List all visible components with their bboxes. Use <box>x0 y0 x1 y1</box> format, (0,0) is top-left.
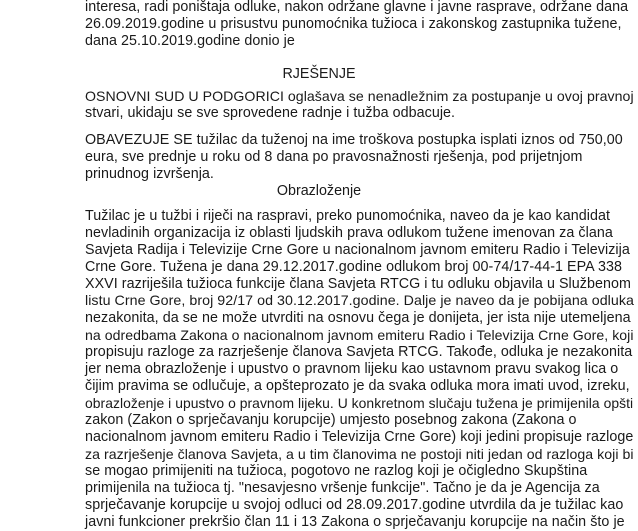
reasoning-line: listu Crne Gore, broj 92/17 od 30.12.2017.godine. Dalje je naveo da je pobijana odluka <box>85 293 634 309</box>
reasoning-line: Crne Gore. Tužena je dana 29.12.2017.godine odlukom broj 00-74/17-44-1 EPA 338 <box>85 259 622 275</box>
decision-paragraph-2-line: OBAVEZUJE SE tužilac da tuženoj na ime troškova postupka isplati iznos od 750,00 <box>85 132 623 148</box>
decision-paragraph-1-line: OSNOVNI SUD U PODGORICI oglašava se nenadležnim za postupanje u ovoj pravnoj <box>85 88 634 104</box>
reasoning-line: na odredbama Zakona o nacionalnom javnom emiteru Radio i Televizija Crne Gore, koji <box>85 327 634 343</box>
reasoning-line: primijenila na tužioca tj. "nesavjesno vršenje funkcije". Tačno je da je Agencija za <box>85 480 600 496</box>
reasoning-line: nezakonita, da se ne može utvrditi na osnovu čega je donijeta, jer ista nije utemeljena <box>85 310 631 326</box>
reasoning-heading: Obrazloženje <box>276 183 362 199</box>
reasoning-line: propisuju razloge za razrješenje članova Savjeta RTCG. Takođe, odluka je nezakonita <box>85 344 633 360</box>
reasoning-line: sprječavanje korupcije u svojoj odluci od 28.09.2017.godine utvrdila da je tužilac kao <box>85 497 624 513</box>
reasoning-line: čijim pravima se odlučuje, a opšteprozato je da svaka odluka mora imati uvod, izreku, <box>85 378 630 394</box>
decision-heading: RJEŠENJE <box>282 66 356 82</box>
reasoning-line: nevladinih organizacija iz oblasti ljudskih prava odlukom tužene imenovan za člana <box>85 225 613 241</box>
reasoning-line: Tužilac je u tužbi i riječi na raspravi, preko punomoćnika, naveo da je kao kandidat <box>85 208 610 224</box>
intro-line: 26.09.2019.godine u prisustvu punomoćnika tužioca i zakonskog zastupnika tužene, <box>85 16 622 32</box>
reasoning-line: javni funkcioner prekršio član 11 i 13 Zakona o sprječavanju korupcije na način što je <box>85 514 625 530</box>
decision-paragraph-2-line: prinudnog izvršenja. <box>85 166 214 182</box>
reasoning-line: XXVI razriješila tužioca funkcije člana Savjeta RTCG i tu odluku objavila u Službenom <box>85 276 631 292</box>
reasoning-line: nacionalnom javnom emiteru Radio i Televizija Crne Gore) koji jedini propisuje razloge <box>85 429 634 445</box>
reasoning-line: za razrješenje članova Savjeta, a u tim članovima ne postoji niti jedan od razloga koji bi <box>85 446 634 462</box>
reasoning-line: obrazloženje i upustvo o pravnom lijeku. U konkretnom slučaju tužena je primijenila opšti <box>85 395 634 411</box>
reasoning-line: jer nema obrazloženje i upustvo o pravnom lijeku kao ustavnom pravu svakog lica o <box>85 361 619 377</box>
decision-paragraph-1-line: stvari, ukidaju se sve sprovedene radnje i tužba odbacuje. <box>85 105 456 121</box>
reasoning-line: zakon (Zakon o sprječavanju korupcije) umjesto posebnog zakona (Zakona o <box>85 412 577 428</box>
intro-line: dana 25.10.2019.godine donio je <box>85 33 295 49</box>
decision-paragraph-2-line: eura, sve prednje u roku od 8 dana po pravosnažnosti rješenja, pod prijetnjom <box>85 149 583 165</box>
intro-line: interesa, radi poništaja odluke, nakon održane glavne i javne rasprave, održane dana <box>85 0 629 15</box>
reasoning-line: se mogao primijeniti na tužioca, pogotovo ne razlog koji je očigledno Skupština <box>85 463 588 479</box>
reasoning-line: Savjeta Radija i Televizije Crne Gore u nacionalnom javnom emiteru Radio i Televizija <box>85 242 630 258</box>
